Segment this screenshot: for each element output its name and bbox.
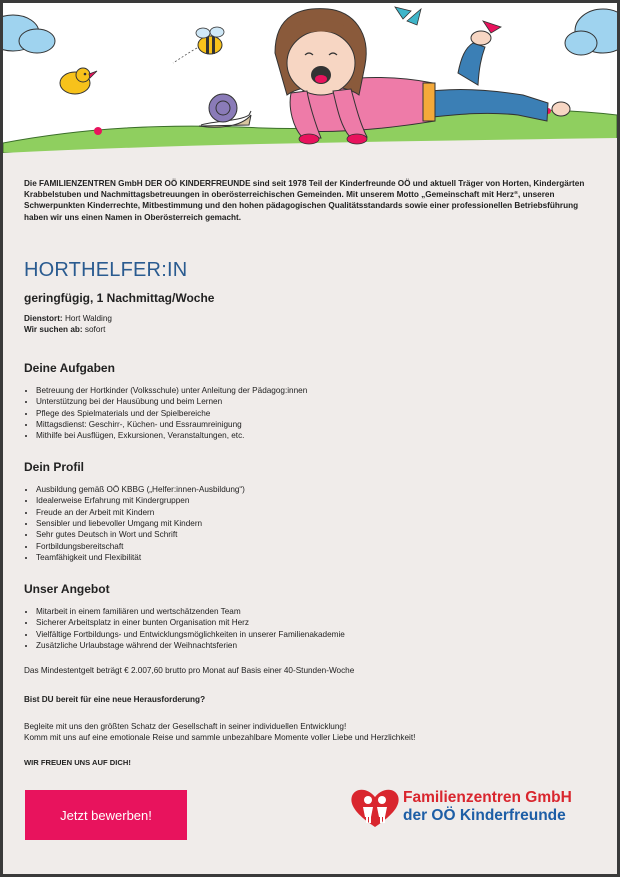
- bird-illustration: [60, 68, 97, 94]
- header-illustration: [3, 3, 617, 163]
- profile-heading: Dein Profil: [24, 459, 85, 474]
- list-item: • Betreuung der Hortkinder (Volksschule) unter Anleitung der Pädagog:innen: [36, 385, 594, 396]
- tasks-list: [24, 385, 594, 442]
- profile-list: [24, 484, 594, 564]
- start-row: [24, 324, 594, 335]
- job-title: HORTHELFER:IN: [24, 258, 188, 281]
- salary-note: Das Mindestentgelt beträgt € 2.007,60 brutto pro Monat auf Basis einer 40-Stunden-Woche: [24, 666, 355, 676]
- start-value: sofort: [84, 324, 106, 334]
- job-subtitle: geringfügig, 1 Nachmittag/Woche: [24, 290, 215, 305]
- list-item: • Vielfältige Fortbildungs- und Entwicklungsmöglichkeiten in unserer Familienakademie: [36, 629, 594, 640]
- list-item: • Fortbildungsbereitschaft: [36, 541, 594, 552]
- list-item: • Zusätzliche Urlaubstage während der Weihnachtsferien: [36, 640, 594, 651]
- challenge-question: Bist DU bereit für eine neue Herausforderung?: [24, 694, 206, 704]
- offer-list: [24, 606, 594, 652]
- list-item: • Sensibler und liebevoller Umgang mit Kindern: [36, 518, 594, 529]
- company-logo: [347, 785, 597, 831]
- closing-line-1: Begleite mit uns den größten Schatz der Gesellschaft in seiner individuellen Entwicklung!: [24, 721, 347, 731]
- list-item: • Mithilfe bei Ausflügen, Exkursionen, Veranstaltungen, etc.: [36, 430, 594, 441]
- logo-line-2: der OÖ Kinderfreunde: [403, 807, 566, 824]
- start-label: Wir suchen ab:: [24, 324, 83, 334]
- logo-line-1: Familienzentren GmbH: [403, 789, 572, 806]
- snail-illustration: [199, 94, 251, 127]
- sign-off: WIR FREUEN UNS AUF DICH!: [24, 758, 131, 768]
- list-item: • Mittagsdienst: Geschirr-, Küchen- und Essraumreinigung: [36, 419, 594, 430]
- list-item: • Unterstützung bei der Hausübung und beim Lernen: [36, 396, 594, 407]
- heart-kids-logo-icon: [349, 787, 401, 829]
- closing-text: [24, 721, 594, 743]
- list-item: • Sehr gutes Deutsch in Wort und Schrift: [36, 529, 594, 540]
- location-row: [24, 313, 594, 324]
- location-value: Hort Walding: [64, 313, 112, 323]
- cloud-left-illustration: [3, 15, 55, 53]
- job-meta: [24, 313, 594, 335]
- list-item: • Freude an der Arbeit mit Kindern: [36, 507, 594, 518]
- apply-button[interactable]: Jetzt bewerben!: [25, 790, 187, 840]
- bee-illustration: [173, 27, 224, 63]
- list-item: • Teamfähigkeit und Flexibilität: [36, 552, 594, 563]
- list-item: • Sicherer Arbeitsplatz in einer bunten Organisation mit Herz: [36, 617, 594, 628]
- cloud-right-illustration: [565, 9, 617, 55]
- list-item: • Idealerweise Erfahrung mit Kindergruppen: [36, 495, 594, 506]
- closing-line-2: Komm mit uns auf eine emotionale Reise und sammle unbezahlbare Momente voller Liebe und Herzlichkeit!: [24, 732, 416, 742]
- list-item: • Mitarbeit in einem familiären und wertschätzenden Team: [36, 606, 594, 617]
- main-content: [24, 178, 594, 768]
- butterfly-illustration: [395, 7, 501, 33]
- location-label: Dienstort:: [24, 313, 63, 323]
- list-item: • Ausbildung gemäß OÖ KBBG („Helfer:innen-Ausbildung“): [36, 484, 594, 495]
- offer-heading: Unser Angebot: [24, 581, 110, 596]
- list-item: • Pflege des Spielmaterials und der Spielbereiche: [36, 408, 594, 419]
- intro-paragraph: Die FAMILIENZENTREN GmbH DER OÖ KINDERFREUNDE sind seit 1978 Teil der Kinderfreunde OÖ und aktuell Träger von Horten, Kindergärten Krabbelstuben und Nachmittagsbetreuungen in oberösterreichischen Gemeinden. Mit unserem Motto „Gemeinschaft mit Herz“, unseren Schwerpunkten Kinderrechte, Mitbestimmung und den hohen pädagogischen Qualitätsstandards sowie einer professionellen Betriebsführung haben wir uns einen Namen in Oberösterreich gemacht.: [24, 179, 585, 222]
- tasks-heading: Deine Aufgaben: [24, 360, 115, 375]
